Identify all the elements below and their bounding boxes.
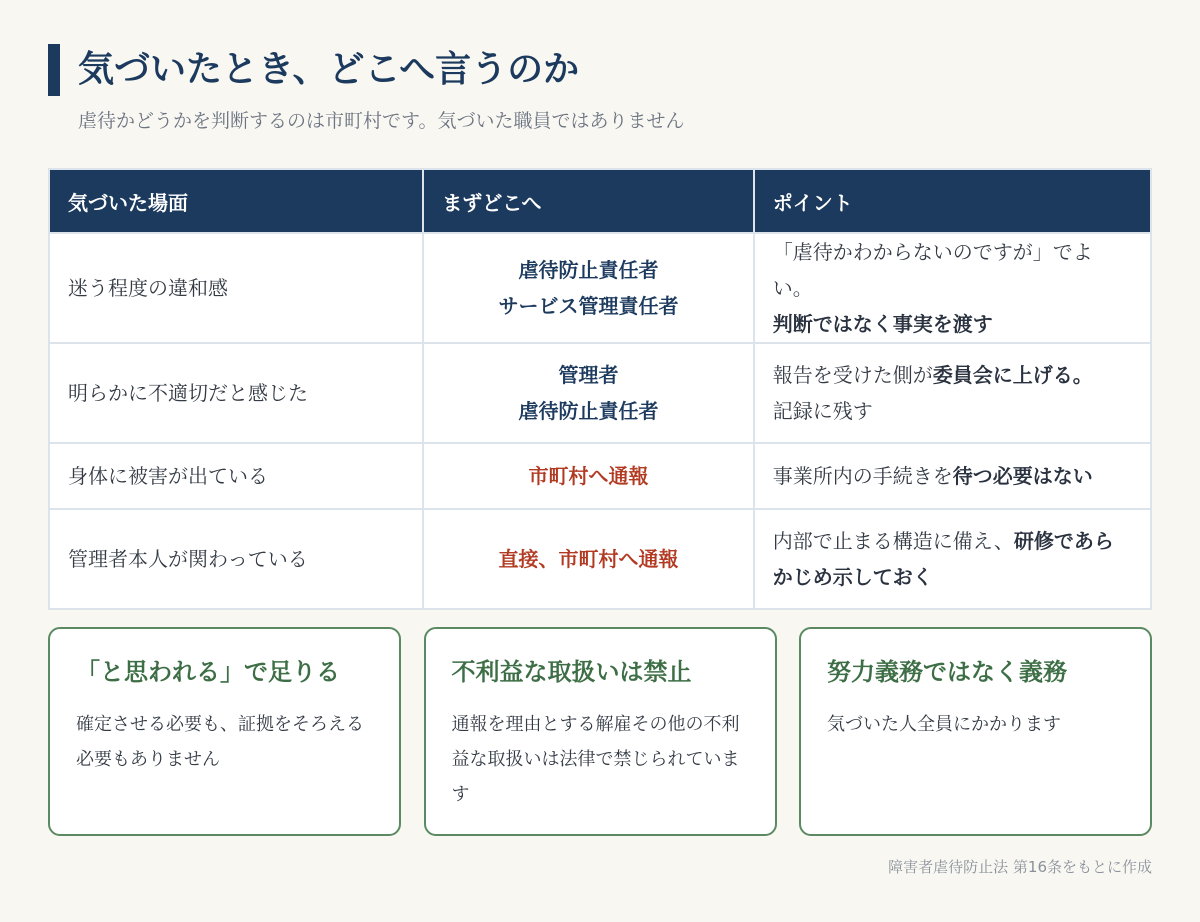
- destination-cell: [423, 233, 753, 343]
- source-note: 障害者虐待防止法 第16条をもとに作成: [888, 858, 1152, 876]
- scene-cell: 明らかに不適切だと感じた: [49, 343, 423, 443]
- card-body: 確定させる必要も、証拠をそろえる必要もありません: [76, 714, 364, 770]
- destination-line: 管理者: [558, 363, 619, 387]
- scene-cell: 身体に被害が出ている: [49, 443, 423, 509]
- page-subtitle: 虐待かどうかを判断するのは市町村です。気づいた職員ではありません: [78, 110, 685, 132]
- table-row: [49, 233, 1151, 343]
- table-row: [49, 443, 1151, 509]
- point-emphasis: 委員会に上げる。: [932, 363, 1093, 387]
- point-emphasis: 判断ではなく事実を渡す: [772, 312, 993, 336]
- point-text: 内部で止まる構造に備え、: [772, 529, 1014, 553]
- point-emphasis: 研修であらかじめ示しておく: [772, 529, 1114, 589]
- key-points-cards: [48, 627, 1152, 836]
- page-title: 気づいたとき、どこへ言うのか: [78, 49, 580, 90]
- point-cell: [754, 343, 1151, 443]
- destination-line: 虐待防止責任者: [518, 258, 659, 282]
- point-text: 報告を受けた側が: [772, 363, 933, 387]
- point-cell: [754, 443, 1151, 509]
- point-text: 事業所内の手続きを: [772, 464, 953, 488]
- column-header-point: ポイント: [754, 169, 1151, 233]
- table-header-row: [49, 169, 1151, 233]
- card-body: 気づいた人全員にかかります: [827, 714, 1061, 735]
- point-cell: [754, 233, 1151, 343]
- point-emphasis: 待つ必要はない: [952, 464, 1093, 488]
- card-body: 通報を理由とする解雇その他の不利益な取扱いは法律で禁じられています: [451, 714, 740, 805]
- table-row: [49, 343, 1151, 443]
- column-header-destination: まずどこへ: [423, 169, 753, 233]
- point-text: 「虐待かわからないのですが」でよい。: [772, 240, 1093, 300]
- destination-line: 市町村へ通報: [528, 464, 649, 488]
- card-title: 「と思われる」で足りる: [76, 658, 340, 686]
- column-header-scene: 気づいた場面: [49, 169, 423, 233]
- info-card: [48, 627, 401, 836]
- reporting-table: [48, 168, 1152, 610]
- destination-cell: [423, 443, 753, 509]
- point-text: 記録に残す: [772, 399, 873, 423]
- card-title: 不利益な取扱いは禁止: [451, 658, 692, 686]
- info-card: [424, 627, 777, 836]
- info-card: [799, 627, 1152, 836]
- title-accent-bar: [48, 44, 60, 96]
- destination-line: サービス管理責任者: [498, 294, 679, 318]
- point-cell: [754, 509, 1151, 609]
- table-row: [49, 509, 1151, 609]
- card-title: 努力義務ではなく義務: [827, 658, 1067, 686]
- scene-cell: 管理者本人が関わっている: [49, 509, 423, 609]
- scene-cell: 迷う程度の違和感: [49, 233, 423, 343]
- destination-line: 直接、市町村へ通報: [498, 547, 679, 571]
- destination-line: 虐待防止責任者: [518, 399, 659, 423]
- destination-cell: [423, 509, 753, 609]
- destination-cell: [423, 343, 753, 443]
